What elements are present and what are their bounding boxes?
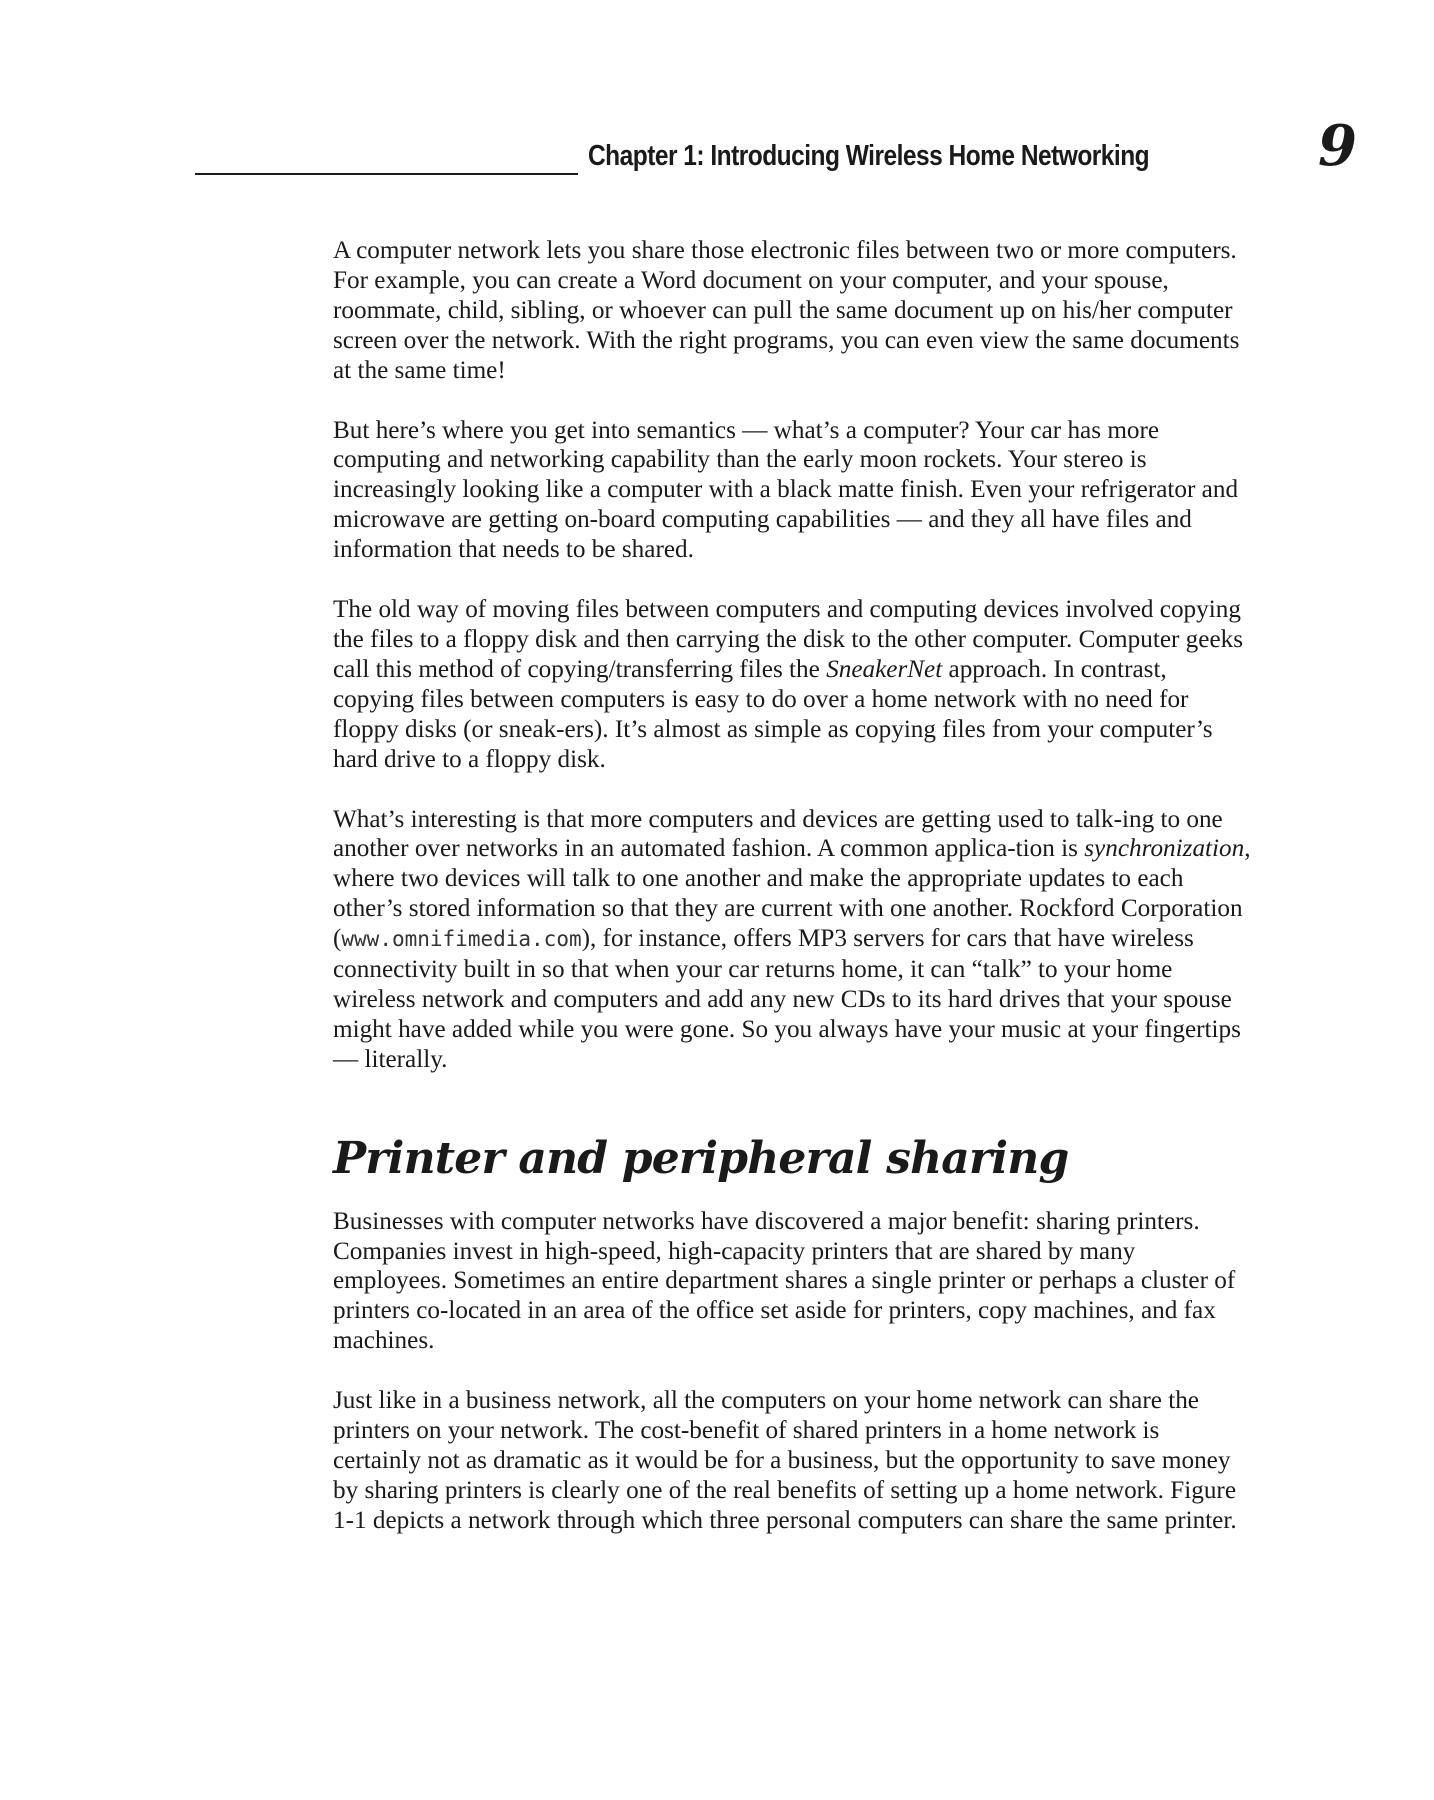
header-rule (195, 173, 578, 175)
paragraph-home-printers: Just like in a business network, all the computers on your home network can share the printers on your network. The cost-benefit of shared printers in a home network is certainly not as dramatic as it would be for a business, but the opportunity to save money by sharing printers is clearly one of the real benefits of setting up a home network. Figure 1-1 depicts a network through which three personal computers can share the same printer. (333, 1387, 1237, 1534)
paragraph-business-printers: Businesses with computer networks have discovered a major benefit: sharing printers. Companies invest in high-speed, high-capacity printers that are shared by many employees. Sometimes an entire department shares a single printer or perhaps a cluster of printers co-located in an area of the office set aside for printers, copy machines, and fax machines. (333, 1207, 1236, 1355)
paragraph-text: , where two devices will talk to one another and make the appropriate updates to each other’s stored information so that they are current with one another. Rockford Corporation ( (333, 835, 1251, 953)
paragraph-sneakernet (333, 595, 1253, 774)
paragraph-text: approach. In contrast, copying files between computers is easy to do over a home network with no need for floppy disks (or sneak-ers). It’s almost as simple as copying files from your computer’s hard drive to a floppy disk. (333, 655, 1213, 773)
paragraph-text: What’s interesting is that more computers and devices are getting used to talk-ing to one another over networks in an automated fashion. A common applica-tion is (333, 805, 1223, 863)
url-omnifimedia: www.omnifimedia.com (341, 927, 582, 952)
paragraph-text: ), for instance, offers MP3 servers for cars that have wireless connectivity built in so that when your car returns home, it can “talk” to your home wireless network and computers and add any new CDs to its hard drives that your spouse might have added while you were gone. So you always have your music at your fingertips — literally. (333, 925, 1241, 1073)
paragraph-network-file-sharing: A computer network lets you share those electronic files between two or more computers. For example, you can create a Word document on your computer, and your spouse, roommate, child, sibling, or whoever can pull the same document up on his/her computer screen over the network. With the right programs, you can even view the same documents at the same time! (333, 237, 1240, 384)
section-heading: Printer and peripheral sharing (333, 1132, 1069, 1184)
term-synchronization: synchronization (1084, 835, 1245, 863)
paragraph-text: The old way of moving files between computers and computing devices involved copying the files to a floppy disk and then carrying the disk to the other computer. Computer geeks call this method of copying/transferring files the (333, 596, 1244, 683)
page-number: 9 (1318, 113, 1357, 179)
paragraph-what-is-a-computer: But here’s where you get into semantics — what’s a computer? Your car has more computing and networking capability than the early moon rockets. Your stereo is increasingly looking like a computer with a black matte finish. Even your refrigerator and microwave are getting on-board computing capabilities — and they all have files and information that needs to be shared. (333, 416, 1239, 564)
paragraph-synchronization (333, 805, 1253, 1075)
page-body (333, 236, 1253, 1536)
running-head: Chapter 1: Introducing Wireless Home Networking (588, 140, 1150, 172)
term-sneakernet: SneakerNet (826, 655, 943, 683)
